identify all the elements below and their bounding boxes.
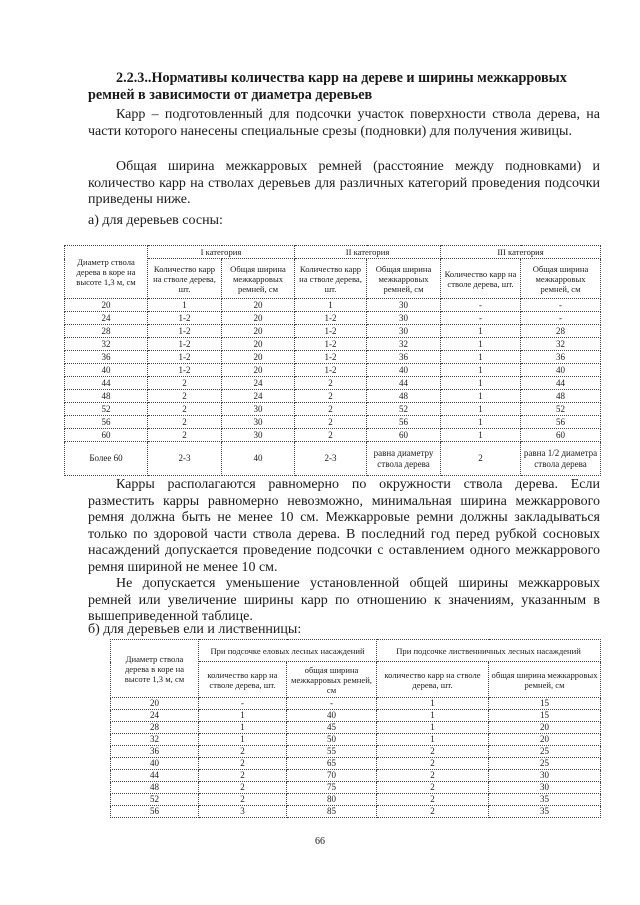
table-cell: 2 bbox=[377, 782, 489, 794]
table-cell: 20 bbox=[222, 338, 295, 351]
table-cell: 20 bbox=[489, 722, 601, 734]
table-cell: 1-2 bbox=[148, 312, 222, 325]
table-row-over-60 bbox=[65, 442, 601, 476]
count-subheader: Количество карр на стволе дерева, шт. bbox=[148, 259, 222, 299]
table-cell: 20 bbox=[222, 299, 295, 312]
label-spruce-larch: б) для деревьев ели и лиственницы: bbox=[88, 622, 302, 637]
table-cell: 1 bbox=[377, 710, 489, 722]
table-cell: - bbox=[287, 698, 377, 710]
table-cell: 28 bbox=[65, 325, 148, 338]
table-cell: 48 bbox=[521, 390, 601, 403]
table-cell: 1 bbox=[377, 722, 489, 734]
width-subheader: Общая ширина межкарровых ремней, см bbox=[367, 259, 441, 299]
table-cell: 44 bbox=[65, 377, 148, 390]
table-cell: 30 bbox=[222, 416, 295, 429]
table-row bbox=[111, 698, 601, 710]
table-cell: 1 bbox=[377, 698, 489, 710]
table-cell: 2 bbox=[377, 806, 489, 818]
table-cell: 28 bbox=[521, 325, 601, 338]
table-row bbox=[111, 710, 601, 722]
table-cell: 15 bbox=[489, 698, 601, 710]
table-cell: 52 bbox=[111, 794, 199, 806]
table-cell: 1-2 bbox=[148, 338, 222, 351]
table-cell: 40 bbox=[521, 364, 601, 377]
table-cell: равна диаметру ствола дерева bbox=[367, 442, 441, 476]
diameter-header: Диаметр ствола дерева в коре на высоте 1,3 м, см bbox=[111, 640, 199, 698]
table-row bbox=[65, 351, 601, 364]
width-subheader: общая ширина межкарровых ремней, см bbox=[489, 662, 601, 698]
page-number: 66 bbox=[315, 836, 325, 847]
table-cell: 2 bbox=[377, 758, 489, 770]
table-cell: 48 bbox=[65, 390, 148, 403]
table-cell: 20 bbox=[222, 351, 295, 364]
paragraph-norms-intro: Общая ширина межкарровых ремней (расстояние между подновками) и количество карр на стволах деревьев для различных категорий проведения подсочки приведены ниже. bbox=[88, 159, 600, 207]
table-cell: 2 bbox=[148, 429, 222, 442]
table-cell: 70 bbox=[287, 770, 377, 782]
table-cell: 56 bbox=[521, 416, 601, 429]
table-cell: 56 bbox=[111, 806, 199, 818]
table-cell: 20 bbox=[222, 364, 295, 377]
table-row bbox=[111, 794, 601, 806]
table-cell: 30 bbox=[489, 770, 601, 782]
table-cell: 36 bbox=[521, 351, 601, 364]
paragraph-karr-placement: Карры располагаются равномерно по окружности ствола дерева. Если разместить карры равномерно невозможно, минимальная ширина межкаррового ремня должна быть не менее 10 см. Межкарровые ремни должны закладываться только по здоровой части ствола дерева. В последний год перед рубкой сосновых насаждений допускается проведение подсочки с оставлением одного межкаррового ремня шириной не менее 10 см. bbox=[88, 477, 600, 575]
table-cell: 1 bbox=[148, 299, 222, 312]
table-cell: 1-2 bbox=[148, 364, 222, 377]
count-subheader: количество карр на стволе дерева, шт. bbox=[377, 662, 489, 698]
table-cell: 1-2 bbox=[148, 325, 222, 338]
pine-norms-table bbox=[64, 245, 601, 476]
table-row bbox=[111, 746, 601, 758]
table-cell: 2 bbox=[377, 770, 489, 782]
table-row bbox=[65, 325, 601, 338]
table-cell: 45 bbox=[287, 722, 377, 734]
count-subheader: Количество карр на стволе дерева, шт. bbox=[295, 259, 367, 299]
table-row bbox=[111, 806, 601, 818]
width-subheader: Общая ширина межкарровых ремней, см bbox=[521, 259, 601, 299]
table-cell: 20 bbox=[65, 299, 148, 312]
table-cell: 40 bbox=[111, 758, 199, 770]
larch-group-header: При подсочке лиственничных лесных насаждений bbox=[377, 640, 601, 662]
table-row bbox=[111, 758, 601, 770]
table-cell: 1 bbox=[441, 429, 521, 442]
table-cell: 2 bbox=[295, 403, 367, 416]
table-cell: 24 bbox=[222, 377, 295, 390]
table-cell: равна 1/2 диаметра ствола дерева bbox=[521, 442, 601, 476]
width-subheader: общая ширина межкарровых ремней, см bbox=[287, 662, 377, 698]
table-row bbox=[65, 403, 601, 416]
table-cell: 2 bbox=[199, 758, 287, 770]
table-cell: 1 bbox=[441, 403, 521, 416]
table-cell: 40 bbox=[367, 364, 441, 377]
table-cell: 85 bbox=[287, 806, 377, 818]
table-cell: Более 60 bbox=[65, 442, 148, 476]
table-cell: 44 bbox=[521, 377, 601, 390]
table-row bbox=[65, 377, 601, 390]
table-cell: 30 bbox=[367, 299, 441, 312]
table-cell: 1 bbox=[199, 734, 287, 746]
table-cell: 2 bbox=[295, 416, 367, 429]
table-cell: 35 bbox=[489, 794, 601, 806]
table-cell: 36 bbox=[111, 746, 199, 758]
table-cell: 1-2 bbox=[295, 351, 367, 364]
table-cell: 20 bbox=[222, 312, 295, 325]
spruce-larch-norms-table bbox=[110, 639, 601, 818]
table-cell: 28 bbox=[111, 722, 199, 734]
table-cell: 60 bbox=[367, 429, 441, 442]
table-cell: 30 bbox=[222, 429, 295, 442]
table-cell: 2 bbox=[295, 390, 367, 403]
table-cell: 30 bbox=[222, 403, 295, 416]
category-3-header: III категория bbox=[441, 246, 601, 259]
table-cell: 30 bbox=[367, 312, 441, 325]
table-cell: 24 bbox=[111, 710, 199, 722]
count-subheader: количество карр на стволе дерева, шт. bbox=[199, 662, 287, 698]
category-1-header: I категория bbox=[148, 246, 295, 259]
table-cell: 50 bbox=[287, 734, 377, 746]
width-subheader: Общая ширина межкарровых ремней, см bbox=[222, 259, 295, 299]
table-cell: 2 bbox=[377, 746, 489, 758]
paragraph-no-reduction: Не допускается уменьшение установленной общей ширины межкарровых ремней или увеличение ширины карр по отношению к значениям, указанным в вышеприведенной таблице. bbox=[88, 576, 600, 624]
table-cell: 2 bbox=[199, 746, 287, 758]
label-pine: а) для деревьев сосны: bbox=[88, 213, 223, 228]
table-cell: 24 bbox=[222, 390, 295, 403]
table-cell: 20 bbox=[111, 698, 199, 710]
table-cell: 56 bbox=[367, 416, 441, 429]
table-cell: 1 bbox=[441, 390, 521, 403]
table-cell: 1-2 bbox=[295, 364, 367, 377]
table-cell: 1 bbox=[441, 351, 521, 364]
table-cell: 48 bbox=[111, 782, 199, 794]
table-cell: 44 bbox=[111, 770, 199, 782]
table-cell: 24 bbox=[65, 312, 148, 325]
table-cell: 60 bbox=[65, 429, 148, 442]
table-cell: 60 bbox=[521, 429, 601, 442]
table-cell: 1 bbox=[295, 299, 367, 312]
table-cell: - bbox=[199, 698, 287, 710]
table-cell: 40 bbox=[65, 364, 148, 377]
table-cell: 1-2 bbox=[295, 325, 367, 338]
table-row bbox=[65, 416, 601, 429]
table-row bbox=[65, 338, 601, 351]
table-cell: 2-3 bbox=[295, 442, 367, 476]
table-cell: 55 bbox=[287, 746, 377, 758]
table-cell: 65 bbox=[287, 758, 377, 770]
table-cell: 40 bbox=[287, 710, 377, 722]
table-cell: 56 bbox=[65, 416, 148, 429]
table-row bbox=[65, 299, 601, 312]
table-cell: 2 bbox=[295, 377, 367, 390]
table-cell: 1-2 bbox=[295, 338, 367, 351]
table-cell: 1 bbox=[441, 325, 521, 338]
table-cell: 2 bbox=[148, 377, 222, 390]
section-heading: 2.2.3..Нормативы количества карр на дереве и ширины межкарровых ремней в зависимости от диаметра деревьев bbox=[88, 70, 567, 103]
table-cell: 35 bbox=[489, 806, 601, 818]
table-cell: 52 bbox=[65, 403, 148, 416]
table-cell: 1-2 bbox=[295, 312, 367, 325]
table-cell: 1 bbox=[441, 338, 521, 351]
table-cell: - bbox=[521, 312, 601, 325]
table-cell: - bbox=[521, 299, 601, 312]
table-cell: 1 bbox=[377, 734, 489, 746]
table-cell: 1-2 bbox=[148, 351, 222, 364]
table-cell: 44 bbox=[367, 377, 441, 390]
table-row bbox=[65, 390, 601, 403]
table-cell: 30 bbox=[489, 782, 601, 794]
table-cell: 52 bbox=[521, 403, 601, 416]
table-row bbox=[111, 722, 601, 734]
table-cell: 15 bbox=[489, 710, 601, 722]
table-row bbox=[111, 770, 601, 782]
diameter-header: Диаметр ствола дерева в коре на высоте 1,3 м, см bbox=[65, 246, 148, 299]
table-cell: 2 bbox=[441, 442, 521, 476]
table-cell: 25 bbox=[489, 758, 601, 770]
table-cell: - bbox=[441, 312, 521, 325]
table-cell: 32 bbox=[367, 338, 441, 351]
table-cell: 2 bbox=[148, 416, 222, 429]
table-cell: 48 bbox=[367, 390, 441, 403]
table-cell: 2 bbox=[199, 794, 287, 806]
table-cell: 2-3 bbox=[148, 442, 222, 476]
table-cell: 36 bbox=[367, 351, 441, 364]
table-cell: 32 bbox=[65, 338, 148, 351]
table-cell: 2 bbox=[295, 429, 367, 442]
table-header-row bbox=[65, 246, 601, 259]
table-cell: 1 bbox=[199, 722, 287, 734]
table-row bbox=[65, 364, 601, 377]
spruce-group-header: При подсочке еловых лесных насаждений bbox=[199, 640, 377, 662]
table-cell: 20 bbox=[222, 325, 295, 338]
table-header-row bbox=[111, 640, 601, 662]
table-cell: 2 bbox=[148, 403, 222, 416]
table-cell: 75 bbox=[287, 782, 377, 794]
table-cell: 52 bbox=[367, 403, 441, 416]
table-row bbox=[111, 734, 601, 746]
table-cell: 25 bbox=[489, 746, 601, 758]
table-cell: 2 bbox=[148, 390, 222, 403]
table-cell: 36 bbox=[65, 351, 148, 364]
table-cell: - bbox=[441, 299, 521, 312]
table-cell: 2 bbox=[377, 794, 489, 806]
table-cell: 2 bbox=[199, 770, 287, 782]
table-row bbox=[65, 429, 601, 442]
table-cell: 1 bbox=[199, 710, 287, 722]
table-row bbox=[65, 312, 601, 325]
table-row bbox=[111, 782, 601, 794]
table-cell: 32 bbox=[521, 338, 601, 351]
table-cell: 3 bbox=[199, 806, 287, 818]
table-cell: 80 bbox=[287, 794, 377, 806]
table-cell: 2 bbox=[199, 782, 287, 794]
count-subheader: Количество карр на стволе дерева, шт. bbox=[441, 259, 521, 299]
table-cell: 1 bbox=[441, 364, 521, 377]
paragraph-karr-definition: Карр – подготовленный для подсочки участок поверхности ствола дерева, на части которого нанесены специальные срезы (подновки) для получения живицы. bbox=[88, 107, 600, 139]
table-cell: 1 bbox=[441, 416, 521, 429]
table-cell: 32 bbox=[111, 734, 199, 746]
table-cell: 30 bbox=[367, 325, 441, 338]
table-cell: 40 bbox=[222, 442, 295, 476]
table-cell: 1 bbox=[441, 377, 521, 390]
category-2-header: II категория bbox=[295, 246, 441, 259]
table-cell: 20 bbox=[489, 734, 601, 746]
